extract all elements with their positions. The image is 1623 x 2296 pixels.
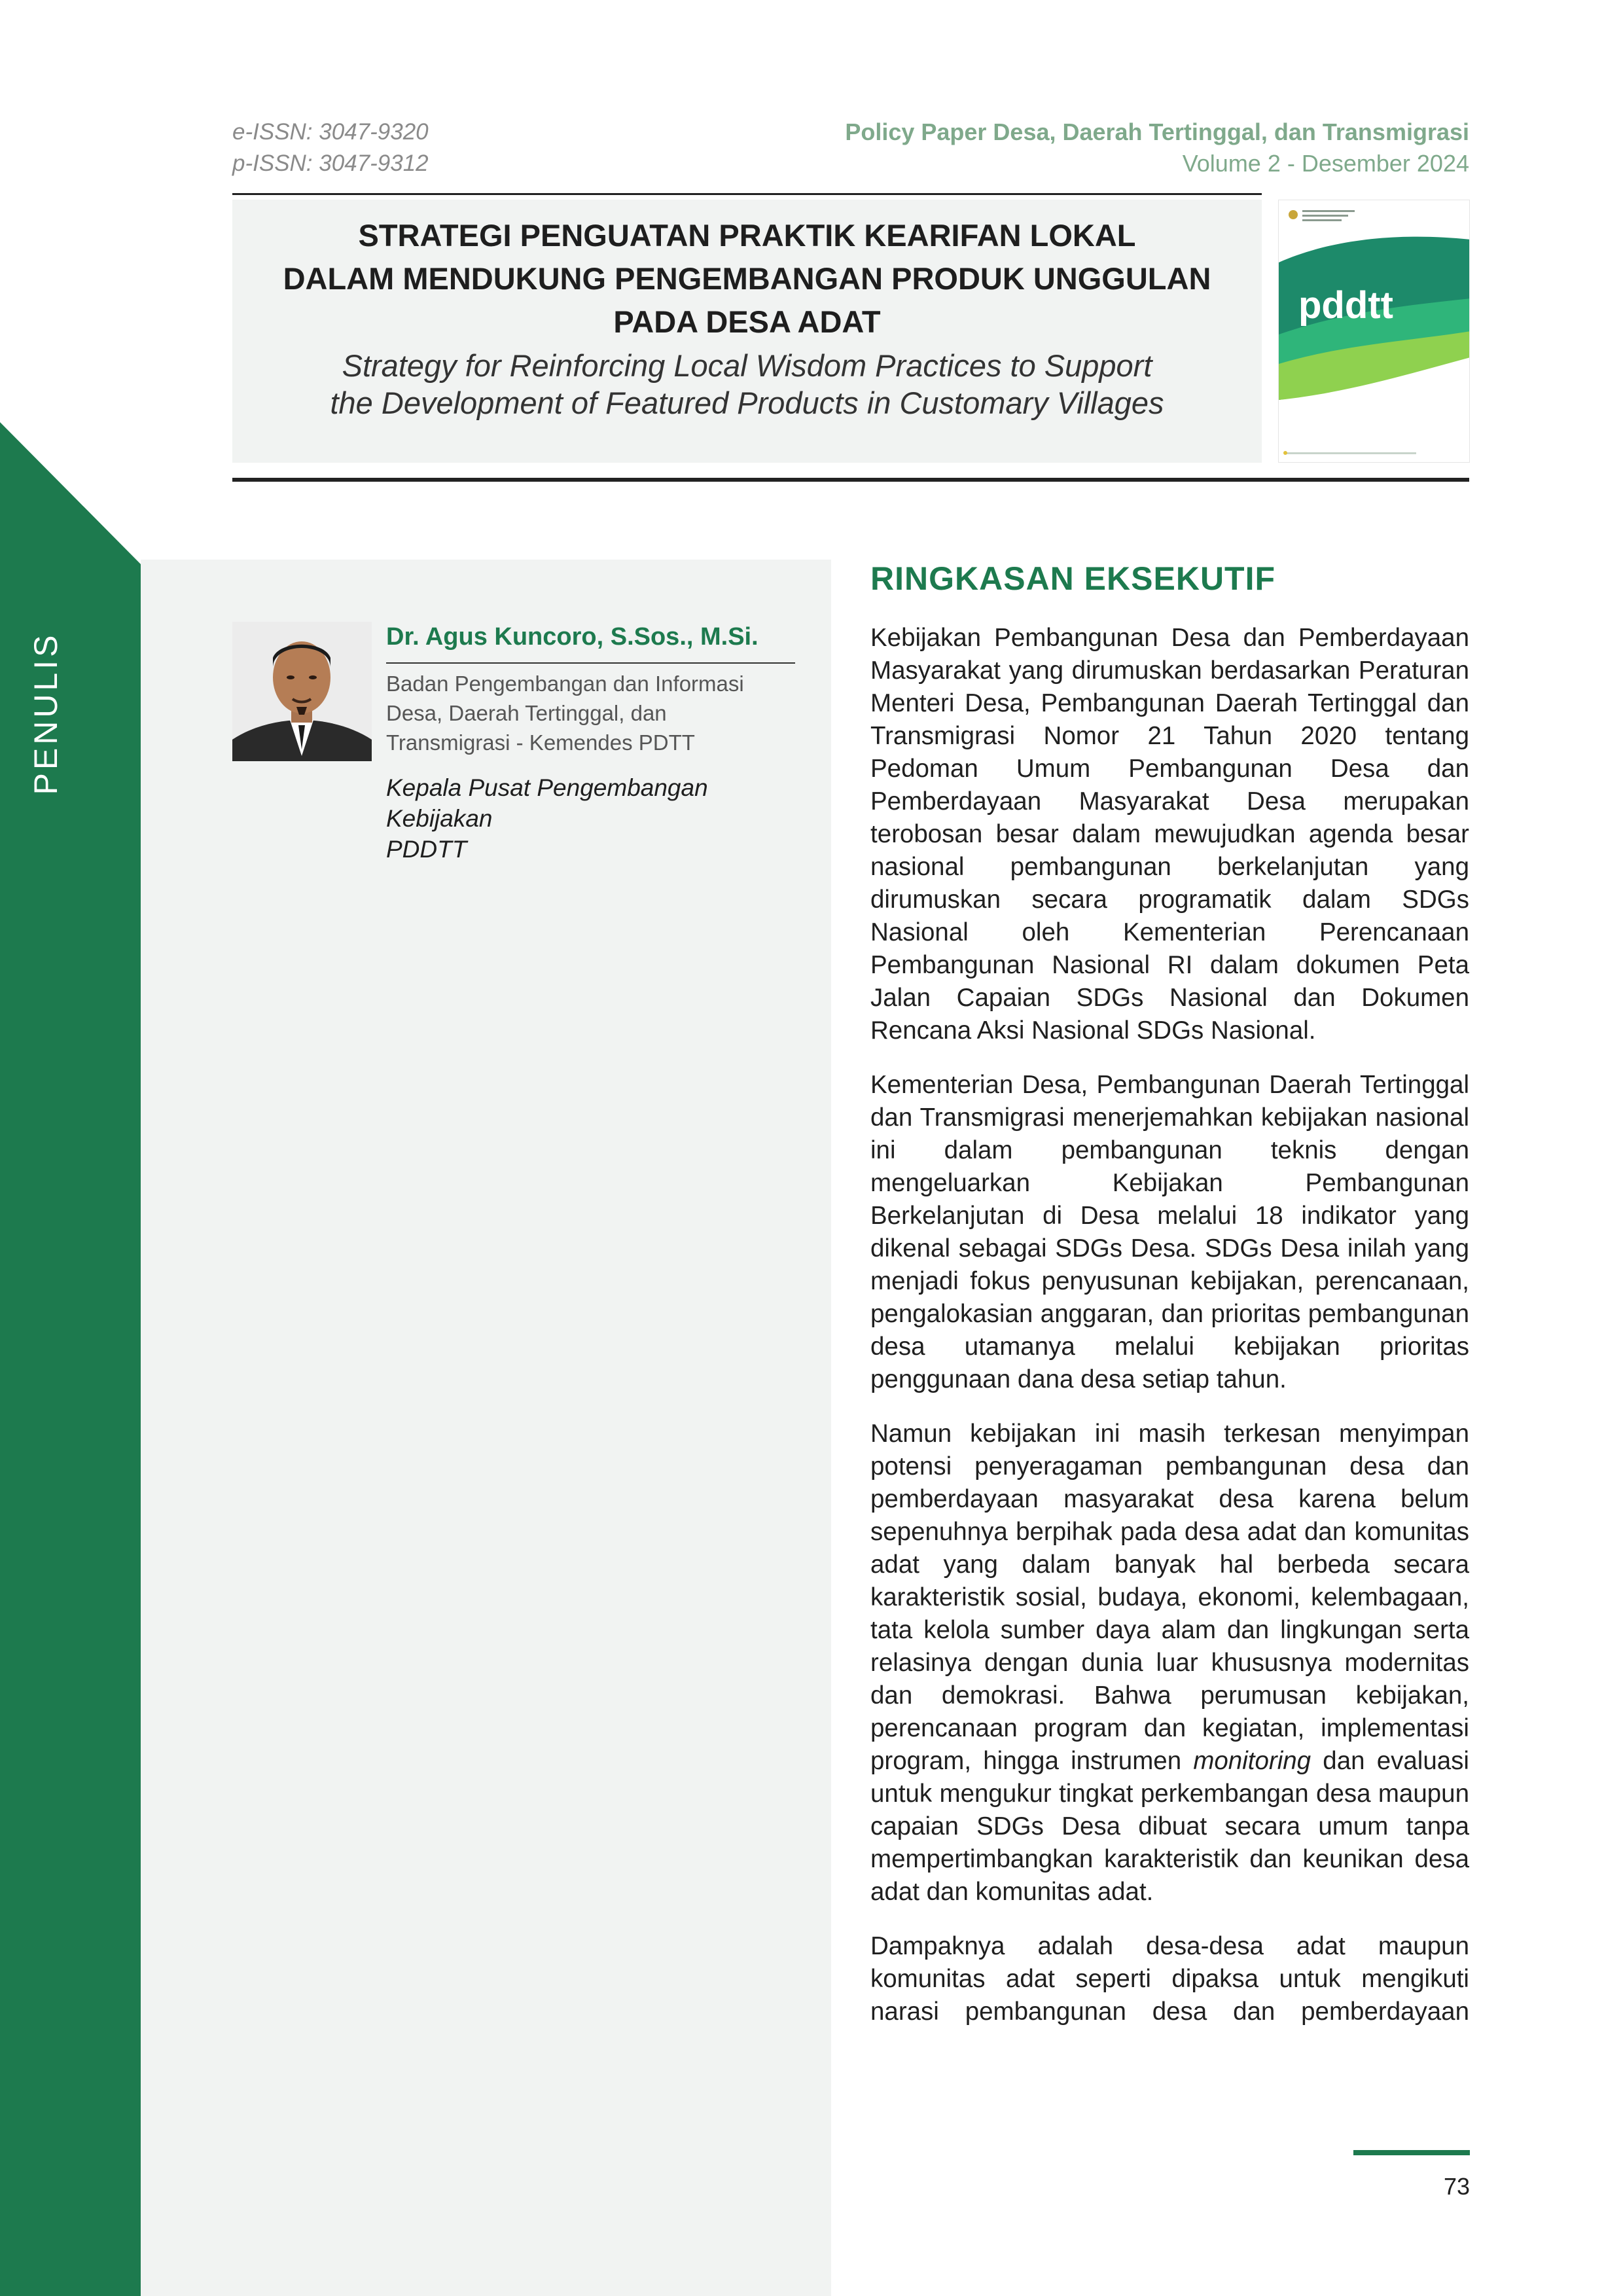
title-top-rule (232, 193, 1262, 195)
italic-term: monitoring (1193, 1747, 1311, 1775)
author-institution-line: Transmigrasi - Kemendes PDTT (386, 730, 695, 755)
paper-title (232, 214, 1262, 344)
paragraph: Kebijakan Pembangunan Desa dan Pemberdayaan Masyarakat yang dirumuskan berdasarkan Peraturan Menteri Desa, Pembangunan Daerah Tertinggal dan Transmigrasi Nomor 21 Tahun 2020 tentang Pedoman Umum Pembangunan Desa dan Pemberdayaan Masyarakat Desa merupakan terobosan besar dalam mewujudkan agenda besar nasional pembangunan berkelanjutan yang dirumuskan secara programatik dalam SDGs Nasional oleh Kementerian Perencanaan Pembangunan Nasional RI dalam dokumen Peta Jalan Capaian SDGs Nasional dan Dokumen Rencana Aksi Nasional SDGs Nasional. (870, 624, 1469, 1045)
paper-title-english-line: Strategy for Reinforcing Local Wisdom Practices to Support (342, 348, 1152, 383)
paper-title-english (232, 347, 1262, 422)
paper-title-line: STRATEGI PENGUATAN PRAKTIK KEARIFAN LOKAL (358, 218, 1136, 253)
author-role-line: Kepala Pusat Pengembangan Kebijakan (386, 774, 708, 832)
author-photo (232, 622, 372, 761)
eissn: e-ISSN: 3047-9320 (232, 119, 429, 145)
paper-title-english-line: the Development of Featured Products in Customary Villages (330, 386, 1164, 420)
paragraph-text: dan evaluasi untuk mengukur tingkat perkembangan desa maupun capaian SDGs Desa dibuat secara umum tanpa mempertimbangkan karakteristik dan keunikan desa adat dan komunitas adat. (870, 1747, 1469, 1906)
ministry-seal-icon (1289, 210, 1298, 219)
series-block (845, 117, 1469, 179)
title-box (232, 200, 1262, 463)
paragraph: Dampaknya adalah desa-desa adat maupun komunitas adat seperti dipaksa untuk mengikuti narasi pembangunan desa dan pemberdayaan (870, 1932, 1469, 2026)
cover-logo: pddtt (1298, 284, 1393, 327)
executive-summary-body (870, 622, 1469, 2050)
issn-block (232, 117, 429, 179)
sidebar-label: PENULIS (27, 632, 64, 795)
journal-cover-thumbnail (1278, 200, 1470, 463)
page-number-rule (1353, 2150, 1470, 2155)
volume: Volume 2 - Desember 2024 (1182, 150, 1469, 177)
paper-title-line: DALAM MENDUKUNG PENGEMBANGAN PRODUK UNGGULAN (283, 261, 1211, 296)
author-role (386, 772, 795, 865)
author-rule (386, 662, 795, 664)
author-institution (386, 669, 795, 757)
author-institution-line: Desa, Daerah Tertinggal, dan (386, 701, 667, 725)
paragraph (870, 1418, 1469, 1909)
author-role-line: PDDTT (386, 836, 467, 863)
series-title: Policy Paper Desa, Daerah Tertinggal, dan Transmigrasi (845, 118, 1469, 145)
title-bottom-rule (232, 478, 1469, 482)
page-number: 73 (1443, 2173, 1470, 2200)
paragraph-text: Namun kebijakan ini masih terkesan menyimpan potensi penyeragaman pembangunan desa dan pemberdayaan masyarakat desa karena belum sepenuhnya berpihak pada desa adat dan komunitas adat yang dalam banyak hal berbeda secara karakteristik sosial, budaya, ekonomi, kelembagaan, tata kelola sumber daya alam dan lingkungan serta relasinya dengan dunia luar khususnya modernitas dan demokrasi. Bahwa perumusan kebijakan, perencanaan program dan kegiatan, implementasi program, hingga instrumen (870, 1420, 1469, 1775)
sidebar-band (0, 0, 141, 2296)
sidebar-label-container (0, 628, 92, 798)
paper-title-line: PADA DESA ADAT (613, 304, 881, 339)
cover-art (1279, 200, 1470, 463)
author-name: Dr. Agus Kuncoro, S.Sos., M.Si. (386, 623, 758, 651)
section-heading: RINGKASAN EKSEKUTIF (870, 560, 1276, 597)
paragraph: Kementerian Desa, Pembangunan Daerah Tertinggal dan Transmigrasi menerjemahkan kebijakan nasional ini dalam pembangunan teknis dengan mengeluarkan Kebijakan Pembangunan Berkelanjutan di Desa melalui 18 indikator yang dikenal sebagai SDGs Desa. SDGs Desa inilah yang menjadi fokus penyusunan kebijakan, perencanaan, pengalokasian anggaran, dan prioritas pembangunan desa utamanya melalui kebijakan prioritas penggunaan dana desa setiap tahun. (870, 1071, 1469, 1393)
pissn: p-ISSN: 3047-9312 (232, 151, 429, 176)
author-institution-line: Badan Pengembangan dan Informasi (386, 672, 744, 696)
